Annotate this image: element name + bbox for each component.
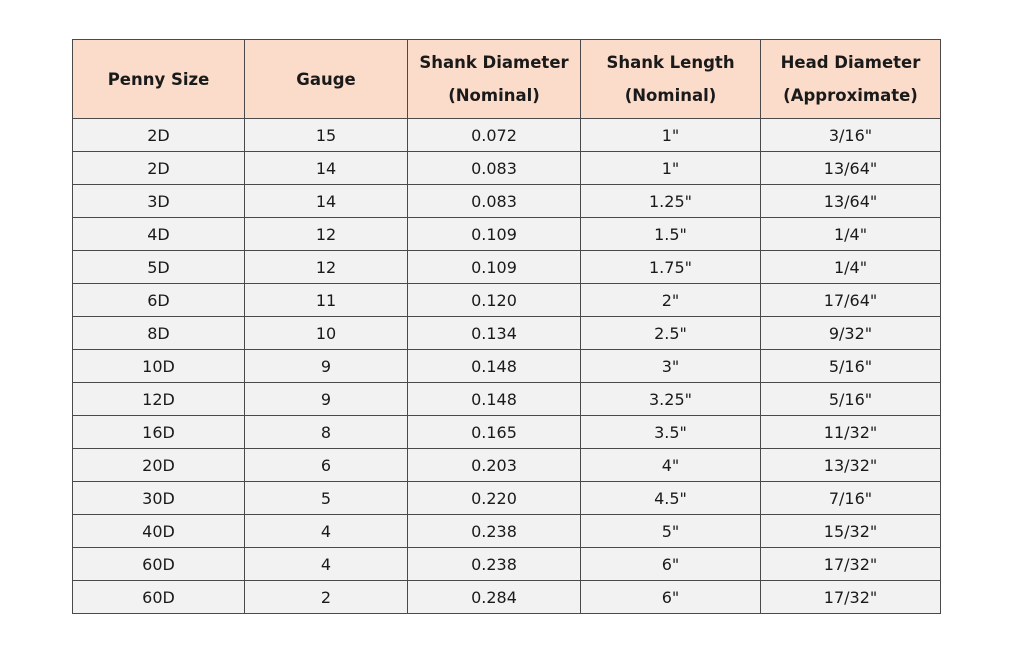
table-row xyxy=(73,152,941,185)
penny-size-cell: 4D xyxy=(73,218,245,251)
shank-length-cell: 1.25" xyxy=(581,185,761,218)
head-diameter-cell: 17/32" xyxy=(761,548,941,581)
shank-diameter-cell: 0.072 xyxy=(408,119,581,152)
header-line: Shank Diameter xyxy=(419,53,569,72)
gauge-cell: 2 xyxy=(245,581,408,614)
penny-size-cell: 2D xyxy=(73,119,245,152)
penny-size-cell: 5D xyxy=(73,251,245,284)
table-row xyxy=(73,284,941,317)
gauge-cell: 12 xyxy=(245,251,408,284)
shank-diameter-cell: 0.238 xyxy=(408,548,581,581)
shank-diameter-cell: 0.148 xyxy=(408,350,581,383)
gauge-cell: 10 xyxy=(245,317,408,350)
header-gauge xyxy=(245,40,408,119)
shank-diameter-cell: 0.120 xyxy=(408,284,581,317)
shank-length-cell: 6" xyxy=(581,548,761,581)
head-diameter-cell: 7/16" xyxy=(761,482,941,515)
penny-size-cell: 12D xyxy=(73,383,245,416)
table-row xyxy=(73,218,941,251)
head-diameter-cell: 13/64" xyxy=(761,152,941,185)
nail-size-table xyxy=(72,39,941,614)
gauge-cell: 4 xyxy=(245,515,408,548)
header-head-diameter xyxy=(761,40,941,119)
header-line: Head Diameter xyxy=(780,53,921,72)
penny-size-cell: 20D xyxy=(73,449,245,482)
shank-diameter-cell: 0.284 xyxy=(408,581,581,614)
shank-length-cell: 5" xyxy=(581,515,761,548)
shank-length-cell: 3.5" xyxy=(581,416,761,449)
header-shank-length xyxy=(581,40,761,119)
header-line: Penny Size xyxy=(107,69,210,89)
table-row xyxy=(73,383,941,416)
gauge-cell: 15 xyxy=(245,119,408,152)
gauge-cell: 8 xyxy=(245,416,408,449)
head-diameter-cell: 3/16" xyxy=(761,119,941,152)
gauge-cell: 6 xyxy=(245,449,408,482)
gauge-cell: 5 xyxy=(245,482,408,515)
penny-size-cell: 2D xyxy=(73,152,245,185)
penny-size-cell: 40D xyxy=(73,515,245,548)
table-row xyxy=(73,449,941,482)
gauge-cell: 14 xyxy=(245,185,408,218)
table-row xyxy=(73,581,941,614)
gauge-cell: 12 xyxy=(245,218,408,251)
head-diameter-cell: 17/64" xyxy=(761,284,941,317)
header-line: Gauge xyxy=(296,69,356,89)
header-subline: (Nominal) xyxy=(624,86,717,105)
shank-length-cell: 4.5" xyxy=(581,482,761,515)
table-row xyxy=(73,416,941,449)
shank-length-cell: 6" xyxy=(581,581,761,614)
head-diameter-cell: 17/32" xyxy=(761,581,941,614)
head-diameter-cell: 15/32" xyxy=(761,515,941,548)
shank-diameter-cell: 0.083 xyxy=(408,152,581,185)
header-row xyxy=(73,40,941,119)
gauge-cell: 9 xyxy=(245,383,408,416)
penny-size-cell: 6D xyxy=(73,284,245,317)
table-header xyxy=(73,40,941,119)
header-line: Shank Length xyxy=(606,53,735,72)
penny-size-cell: 60D xyxy=(73,548,245,581)
shank-diameter-cell: 0.238 xyxy=(408,515,581,548)
table-row xyxy=(73,317,941,350)
shank-length-cell: 1.75" xyxy=(581,251,761,284)
table-row xyxy=(73,185,941,218)
shank-diameter-cell: 0.134 xyxy=(408,317,581,350)
penny-size-cell: 30D xyxy=(73,482,245,515)
gauge-cell: 14 xyxy=(245,152,408,185)
header-penny-size xyxy=(73,40,245,119)
shank-diameter-cell: 0.148 xyxy=(408,383,581,416)
table-row xyxy=(73,515,941,548)
shank-diameter-cell: 0.083 xyxy=(408,185,581,218)
head-diameter-cell: 13/64" xyxy=(761,185,941,218)
penny-size-cell: 16D xyxy=(73,416,245,449)
penny-size-cell: 3D xyxy=(73,185,245,218)
gauge-cell: 11 xyxy=(245,284,408,317)
shank-diameter-cell: 0.203 xyxy=(408,449,581,482)
shank-length-cell: 2.5" xyxy=(581,317,761,350)
table-row xyxy=(73,548,941,581)
shank-length-cell: 1.5" xyxy=(581,218,761,251)
gauge-cell: 4 xyxy=(245,548,408,581)
head-diameter-cell: 11/32" xyxy=(761,416,941,449)
head-diameter-cell: 1/4" xyxy=(761,251,941,284)
shank-length-cell: 3.25" xyxy=(581,383,761,416)
shank-length-cell: 1" xyxy=(581,119,761,152)
table-row xyxy=(73,350,941,383)
head-diameter-cell: 5/16" xyxy=(761,350,941,383)
shank-length-cell: 4" xyxy=(581,449,761,482)
shank-diameter-cell: 0.109 xyxy=(408,218,581,251)
head-diameter-cell: 5/16" xyxy=(761,383,941,416)
penny-size-cell: 10D xyxy=(73,350,245,383)
shank-diameter-cell: 0.165 xyxy=(408,416,581,449)
header-subline: (Approximate) xyxy=(783,86,918,105)
table-row xyxy=(73,119,941,152)
shank-diameter-cell: 0.220 xyxy=(408,482,581,515)
shank-length-cell: 1" xyxy=(581,152,761,185)
head-diameter-cell: 1/4" xyxy=(761,218,941,251)
header-shank-diameter xyxy=(408,40,581,119)
table-body xyxy=(73,119,941,614)
penny-size-cell: 60D xyxy=(73,581,245,614)
shank-length-cell: 2" xyxy=(581,284,761,317)
penny-size-cell: 8D xyxy=(73,317,245,350)
head-diameter-cell: 13/32" xyxy=(761,449,941,482)
table-row xyxy=(73,251,941,284)
head-diameter-cell: 9/32" xyxy=(761,317,941,350)
shank-length-cell: 3" xyxy=(581,350,761,383)
shank-diameter-cell: 0.109 xyxy=(408,251,581,284)
header-subline: (Nominal) xyxy=(448,86,540,105)
table-row xyxy=(73,482,941,515)
gauge-cell: 9 xyxy=(245,350,408,383)
